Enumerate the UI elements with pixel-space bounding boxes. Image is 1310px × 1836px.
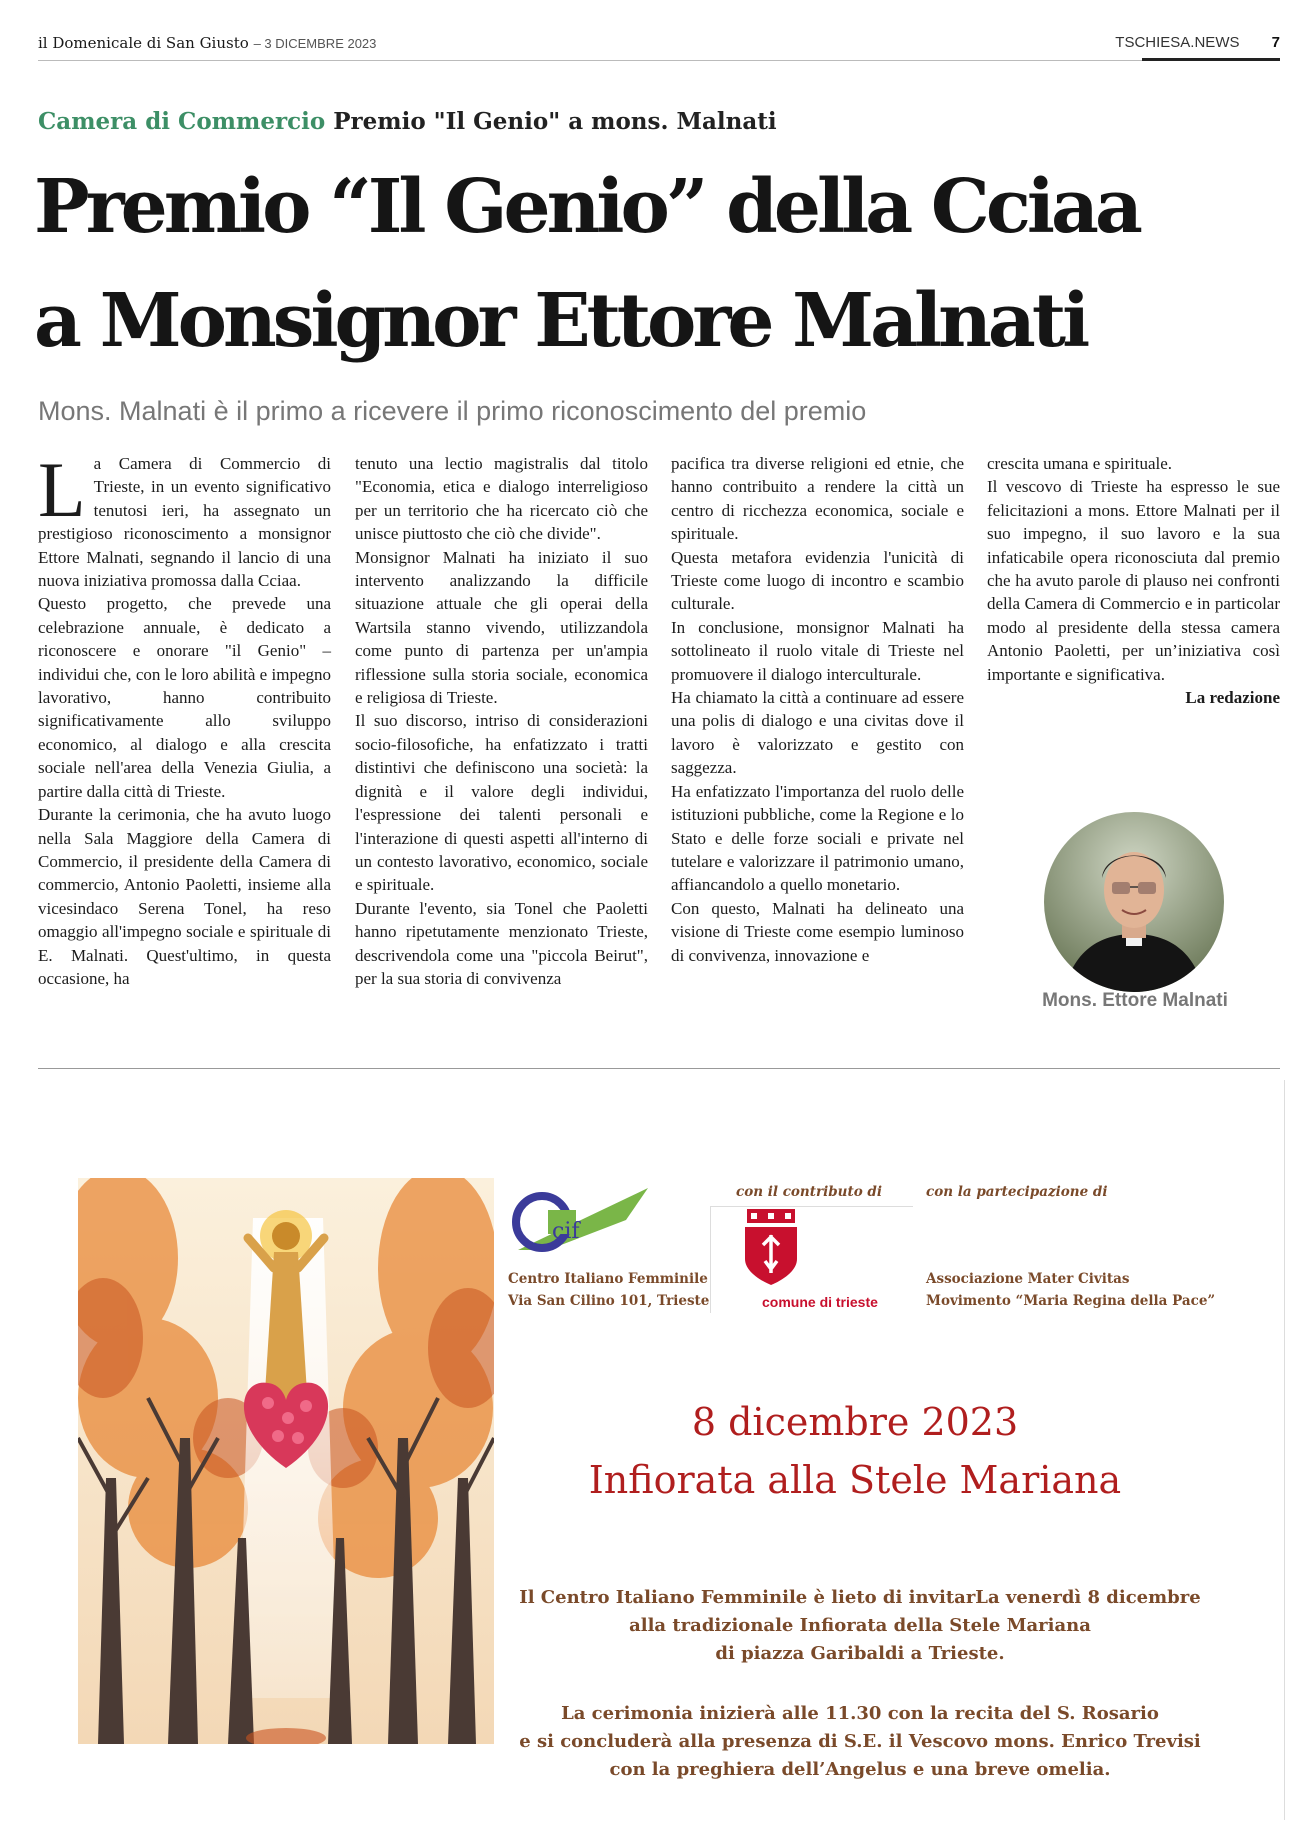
site-name: TSCHIESA.NEWS: [1115, 34, 1240, 51]
portrait-photo: [1044, 812, 1224, 992]
article-paragraph: Questo progetto, che prevede una celebrazione annuale, è dedicato a riconoscere e onorare "il Genio" – individui che, con le loro abilità e impegno lavorativo, hanno contribuito significativamente allo sviluppo economico, al dialogo e alla crescita sociale nell'area della Venezia Giulia, a partire dalla città di Trieste.: [38, 594, 331, 801]
issue-date: – 3 DICEMBRE 2023: [253, 36, 377, 51]
article-paragraph: Con questo, Malnati ha delineato una visione di Trieste come esempio luminoso di convivenza, innovazione e: [671, 898, 964, 965]
program-line: e si concluderà alla presenza di S.E. il Vescovo mons. Enrico Trevisi: [519, 1731, 1201, 1752]
article-paragraph: tenuto una lectio magistralis dal titolo "Economia, etica e dialogo interreligioso per un territorio che ha ricercato ciò che unisce piuttosto che ciò che divide".: [355, 454, 648, 544]
participation-label: con la partecipazione di: [926, 1184, 1108, 1200]
article-paragraph: In conclusione, monsignor Malnati ha sottolineato il ruolo vitale di Trieste nel promuovere il dialogo interculturale.: [671, 617, 964, 684]
article-paragraph: Monsignor Malnati ha iniziato il suo intervento analizzando la difficile situazione attuale che gli operai della Wartsila stanno vivendo, utilizzandola come punto di partenza per un'ampia riflessione sulla storia sociale, economica e religiosa di Trieste.: [355, 547, 648, 708]
kicker: [38, 108, 777, 135]
event-title: Infiorata alla Stele Mariana: [588, 1458, 1122, 1502]
article-paragraph: Durante la cerimonia, che ha avuto luogo nella Sala Maggiore della Camera di Commercio, il presidente della Camera di commercio, Antonio Paoletti, insieme alla vicesindaco Serena Tonel, ha reso omaggio all'impegno sociale e spirituale di E. Malnati. Quest'ultimo, in questa occasione, ha: [38, 805, 331, 988]
article-column-2: [355, 452, 648, 990]
article-column-3: [671, 452, 964, 967]
headline-line-2: a Monsignor Ettore Malnati: [34, 278, 1087, 364]
article-paragraph: pacifica tra diverse religioni ed etnie, che hanno contribuito a rendere la città un centro di ricchezza economica, sociale e spirituale.: [671, 454, 964, 544]
publication-name: il Domenicale di San Giusto: [38, 34, 249, 52]
page-number: 7: [1271, 34, 1280, 51]
article-paragraph: Il vescovo di Trieste ha espresso le sue felicitazioni a mons. Ettore Malnati per il suo impegno, il suo lavoro e la sua infaticabile opera riconosciuta dal premio che ha avuto parole di plauso nei confronti della Camera di Commercio e in particolar modo al presidente della stessa camera Antonio Paoletti, per un’iniziativa così importante e significativa.: [987, 477, 1280, 684]
stele-painting: [78, 1178, 494, 1744]
headline: [34, 150, 1274, 378]
program-line: La cerimonia inizierà alle 11.30 con la recita del S. Rosario: [561, 1703, 1159, 1724]
invitation-line: di piazza Garibaldi a Trieste.: [715, 1643, 1005, 1664]
invitation-line: alla tradizionale Infiorata della Stele Mariana: [629, 1615, 1091, 1636]
cif-logo-text: cif: [552, 1219, 580, 1244]
article-paragraph: Ha enfatizzato l'importanza del ruolo delle istituzioni pubbliche, come la Regione e lo Stato e delle forze sociali e private nel tutelare e valorizzare il patrimonio umano, affiancandolo a quello monetario.: [671, 781, 964, 895]
article-paragraph: crescita umana e spirituale.: [987, 454, 1173, 473]
article-paragraph: Il suo discorso, intriso di considerazioni socio-filosofiche, ha enfatizzato i tratti distintivi che definiscono una società: la dignità e il valore degli individui, l'espressione dei talenti personali e l'interazione di questi aspetti all'interno di un contesto lavorativo, economico, sociale e spirituale.: [355, 711, 648, 895]
cif-logo-mark: [508, 1180, 658, 1260]
cif-info: [508, 1268, 709, 1312]
painting-image: [78, 1178, 494, 1744]
portrait-image: [1044, 812, 1224, 992]
contribution-label: con il contributo di: [736, 1184, 882, 1200]
header-rule-accent: [1142, 58, 1280, 61]
cif-logo: [508, 1180, 658, 1260]
partner-association: Associazione Mater Civitas: [926, 1271, 1130, 1287]
publication-line: [38, 34, 376, 52]
event-program: [500, 1700, 1220, 1784]
invitation-line: Il Centro Italiano Femminile è lieto di invitarLa venerdì 8 dicembre: [519, 1587, 1201, 1608]
event-invitation: [500, 1584, 1220, 1668]
running-header: [38, 34, 1280, 58]
event-date: 8 dicembre 2023: [691, 1400, 1019, 1444]
site-line: [1115, 34, 1280, 51]
ad-border-right: [1284, 1080, 1285, 1820]
article-column-1: [38, 446, 331, 990]
photo-caption: Mons. Ettore Malnati: [1042, 990, 1228, 1011]
cif-address: Via San Cilino 101, Trieste: [508, 1293, 710, 1309]
signature: La redazione: [1185, 688, 1280, 708]
kicker-text: Premio "Il Genio" a mons. Malnati: [333, 108, 777, 135]
program-line: con la preghiera dell’Angelus e una breve omelia.: [609, 1759, 1111, 1780]
article-paragraph: Questa metafora evidenzia l'unicità di Trieste come luogo di incontro e scambio culturale.: [671, 547, 964, 614]
comune-name: comune di trieste: [762, 1294, 878, 1310]
article-paragraph: La Camera di Commercio di Trieste, in un evento significativo tenutosi ieri, ha assegnato un prestigioso riconoscimento a monsignor Ettore Malnati, segnando il lancio di una nuova iniziativa promossa dalla Cciaa.: [38, 446, 331, 591]
partner-list: [926, 1268, 1215, 1312]
drop-cap: L: [38, 446, 86, 533]
article-paragraph: Durante l'evento, sia Tonel che Paoletti hanno ripetutamente menzionato Trieste, descrivendola come una "piccola Beirut", per la sua storia di convivenza: [355, 898, 648, 988]
cif-name: Centro Italiano Femminile: [508, 1271, 708, 1287]
article-paragraph: Ha chiamato la città a continuare ad essere una polis di dialogo e una civitas dove il lavoro è valorizzato e gestito con saggezza.: [671, 688, 964, 778]
header-rule: [38, 60, 1142, 61]
section-divider: [38, 1068, 1280, 1069]
headline-line-1: Premio “Il Genio” della Cciaa: [34, 164, 1139, 250]
partner-movement: Movimento “Maria Regina della Pace”: [926, 1293, 1216, 1309]
comune-crest-icon: [741, 1209, 801, 1287]
article-column-4: [987, 452, 1280, 709]
subtitle: Mons. Malnati è il primo a ricevere il primo riconoscimento del premio: [38, 396, 867, 426]
kicker-section: Camera di Commercio: [38, 108, 326, 135]
